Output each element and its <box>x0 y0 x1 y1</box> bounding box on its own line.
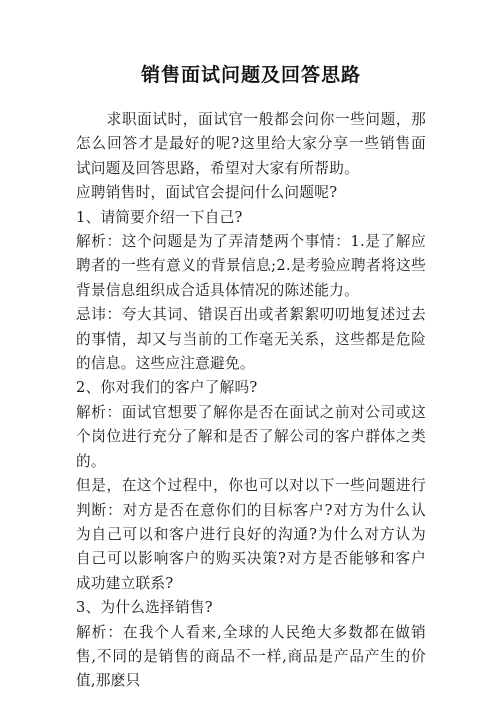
question-intro-line: 应聘销售时，面试官会提问什么问题呢? <box>76 184 338 202</box>
question-2-followup: 但是，在这个过程中，你也可以对以下一些问题进行判断：对方是否在意你们的目标客户?对方为什么认为自己可以和客户进行良好的沟通?为什么对方认为自己可以影响客户的购买决策?对方是否能够和客户成功建立联系? <box>76 477 426 592</box>
question-2-heading: 2、你对我们的客户了解吗? <box>76 379 258 397</box>
question-2-analysis: 解析：面试官想要了解你是否在面试之前对公司或这个岗位进行充分了解和是否了解公司的客户群体之类的。 <box>76 403 426 470</box>
document-title: 销售面试问题及回答思路 <box>140 64 361 86</box>
question-3-heading: 3、为什么选择销售? <box>76 599 213 617</box>
question-1-taboo: 忌讳：夸大其词、错误百出或者絮絮叨叨地复述过去的事情，却又与当前的工作毫无关系，这些都是危险的信息。这些应注意避免。 <box>76 306 426 373</box>
question-1-heading: 1、请简要介绍一下自己? <box>76 208 243 226</box>
question-3-analysis: 解析：在我个人看来,全球的人民绝大多数都在做销售,不同的是销售的商品不一样,商品是产品产生的价值,那麽只 <box>76 623 426 690</box>
question-1-analysis: 解析：这个问题是为了弄清楚两个事情：1.是了解应聘者的一些有意义的背景信息;2.是考验应聘者将这些背景信息组织成合适具体情况的陈述能力。 <box>76 233 426 299</box>
intro-paragraph: 求职面试时，面试官一般都会问你一些问题，那怎么回答才是最好的呢?这里给大家分享一些销售面试问题及回答思路，希望对大家有所帮助。 <box>76 111 426 177</box>
